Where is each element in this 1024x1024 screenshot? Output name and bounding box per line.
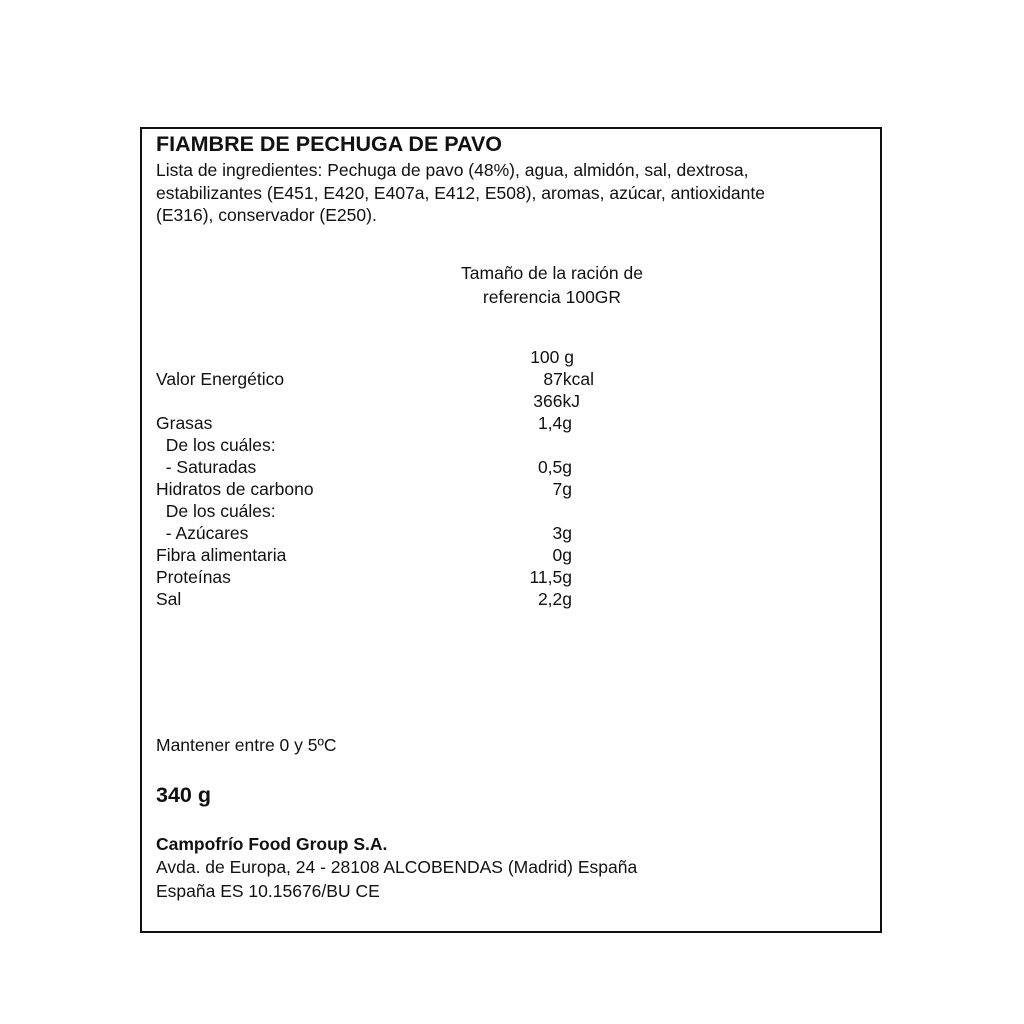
serving-size-line: Tamaño de la ración de — [461, 263, 643, 283]
storage-instructions: Mantener entre 0 y 5ºC — [156, 735, 337, 755]
serving-size-line: referencia 100GR — [482, 287, 622, 307]
net-weight: 340 g — [156, 783, 211, 807]
nutrient-sublabel: De los cuáles: — [156, 501, 276, 521]
per-amount-header: 100 g — [530, 347, 574, 367]
serving-size — [392, 261, 712, 309]
nutrient-sublabel: De los cuáles: — [156, 435, 276, 455]
nutrient-label: Sal — [156, 589, 182, 609]
nutrient-value: 2,2g — [537, 589, 572, 609]
company-address: Avda. de Europa, 24 - 28108 ALCOBENDAS (Madrid) España — [156, 857, 638, 877]
nutrient-label: - Saturadas — [156, 457, 257, 477]
energy-label: Valor Energético — [156, 369, 285, 389]
nutrient-value: 3g — [552, 523, 572, 543]
nutrient-label: Grasas — [156, 413, 213, 433]
company-name: Campofrío Food Group S.A. — [156, 834, 388, 854]
nutrient-value: 1,4g — [537, 413, 572, 433]
product-title: FIAMBRE DE PECHUGA DE PAVO — [156, 132, 503, 156]
ingredients-list — [156, 159, 866, 227]
nutrient-label: Fibra alimentaria — [156, 545, 287, 565]
health-registry: España ES 10.15676/BU CE — [156, 881, 380, 901]
ingredients-line: (E316), conservador (E250). — [156, 205, 377, 225]
nutrient-label: Proteínas — [156, 567, 231, 587]
nutrient-label: - Azúcares — [156, 523, 249, 543]
nutrient-value: 0,5g — [537, 457, 572, 477]
energy-kj-value: 366kJ — [533, 391, 580, 411]
ingredients-line: estabilizantes (E451, E420, E407a, E412, E508), aromas, azúcar, antioxidante — [156, 182, 765, 203]
nutrient-value: 7g — [552, 479, 572, 499]
ingredients-line: Lista de ingredientes: Pechuga de pavo (48%), agua, almidón, sal, dextrosa, — [156, 160, 749, 180]
nutrient-value: 11,5g — [529, 567, 572, 587]
nutrition-label-box — [140, 127, 882, 933]
energy-kcal-value: 87kcal — [543, 369, 594, 389]
nutrient-value: 0g — [552, 545, 572, 565]
nutrient-label: Hidratos de carbono — [156, 479, 314, 499]
